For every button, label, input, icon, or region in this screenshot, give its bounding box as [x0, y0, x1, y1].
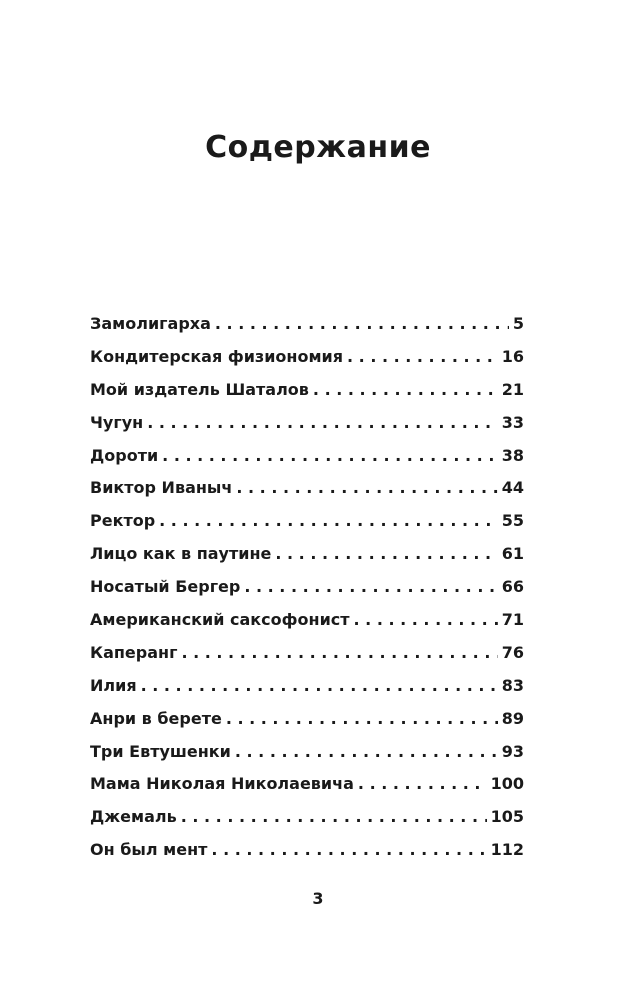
toc-entry-title: Американский саксофонист — [90, 610, 350, 630]
toc-dot-leader — [159, 509, 498, 533]
toc-entry[interactable] — [90, 509, 524, 542]
toc-dot-leader — [244, 575, 497, 599]
toc-entry[interactable] — [90, 411, 524, 444]
toc-dot-leader — [181, 805, 487, 829]
toc-entry[interactable] — [90, 772, 524, 805]
toc-entry-page: 89 — [501, 708, 524, 728]
toc-entry-page: 66 — [501, 577, 524, 597]
toc-entry-title: Кондитерская физиономия — [90, 346, 344, 366]
toc-entry-title: Носатый Бергер — [90, 577, 241, 597]
toc-entry-page: 61 — [501, 544, 524, 564]
toc-entry-title: Дороти — [90, 445, 159, 465]
toc-dot-leader — [226, 707, 498, 731]
toc-dot-leader — [162, 444, 498, 468]
toc-entry-title: Замолигарха — [90, 314, 211, 333]
toc-entry-page: 16 — [501, 346, 524, 366]
toc-entry-page: 76 — [501, 642, 524, 662]
toc-entry[interactable] — [90, 378, 524, 411]
toc-entry-title: Чугун — [90, 412, 144, 432]
toc-entry[interactable] — [90, 674, 524, 707]
toc-entry[interactable] — [90, 476, 524, 509]
toc-entry[interactable] — [90, 312, 524, 345]
toc-entry[interactable] — [90, 805, 524, 838]
toc-entry-page: 83 — [501, 675, 524, 695]
toc-entry-page: 55 — [501, 511, 524, 531]
page-title: Содержание — [205, 130, 431, 165]
toc-dot-leader — [236, 476, 497, 500]
toc-entry-title: Джемаль — [90, 807, 177, 827]
toc-entry-title: Мой издатель Шаталов — [90, 379, 309, 399]
toc-entry-page: 33 — [501, 412, 524, 432]
toc-dot-leader — [313, 378, 498, 402]
toc-entry-page: 44 — [501, 478, 524, 498]
toc-dot-leader — [275, 542, 497, 566]
toc-entry-page: 71 — [501, 610, 524, 630]
toc-dot-leader — [358, 772, 487, 796]
toc-dot-leader — [354, 608, 498, 632]
toc-entry-title: Каперанг — [90, 642, 178, 662]
toc-dot-leader — [141, 674, 498, 698]
toc-entry-title: Мама Николая Николаевича — [90, 774, 354, 794]
toc-entry-page: 100 — [490, 774, 524, 794]
toc-entry[interactable] — [90, 345, 524, 378]
toc-entry-page: 21 — [501, 379, 524, 399]
page-number: 3 — [312, 889, 324, 908]
table-of-contents — [90, 312, 524, 871]
toc-entry[interactable] — [90, 608, 524, 641]
toc-entry-page: 93 — [501, 741, 524, 761]
toc-dot-leader — [347, 345, 498, 369]
toc-entry-title: Лицо как в паутине — [90, 544, 272, 564]
toc-entry-page: 105 — [490, 807, 524, 827]
toc-entry-title: Он был мент — [90, 840, 208, 860]
toc-entry-page: 38 — [501, 445, 524, 465]
toc-entry-title: Анри в берете — [90, 708, 222, 728]
toc-entry-title: Три Евтушенки — [90, 741, 231, 761]
toc-entry[interactable] — [90, 641, 524, 674]
toc-entry-title: Виктор Иваныч — [90, 478, 233, 498]
toc-entry-page: 5 — [512, 314, 524, 333]
toc-entry[interactable] — [90, 575, 524, 608]
toc-dot-leader — [181, 641, 497, 665]
toc-entry[interactable] — [90, 444, 524, 477]
toc-entry[interactable] — [90, 707, 524, 740]
toc-entry-title: Ректор — [90, 511, 156, 531]
toc-dot-leader — [147, 411, 498, 435]
toc-entry[interactable] — [90, 838, 524, 871]
toc-entry-page: 112 — [490, 840, 524, 860]
toc-dot-leader — [211, 838, 486, 862]
toc-entry[interactable] — [90, 542, 524, 575]
toc-entry-title: Илия — [90, 675, 137, 695]
toc-dot-leader — [235, 740, 498, 764]
toc-dot-leader — [215, 312, 509, 336]
toc-entry[interactable] — [90, 740, 524, 773]
